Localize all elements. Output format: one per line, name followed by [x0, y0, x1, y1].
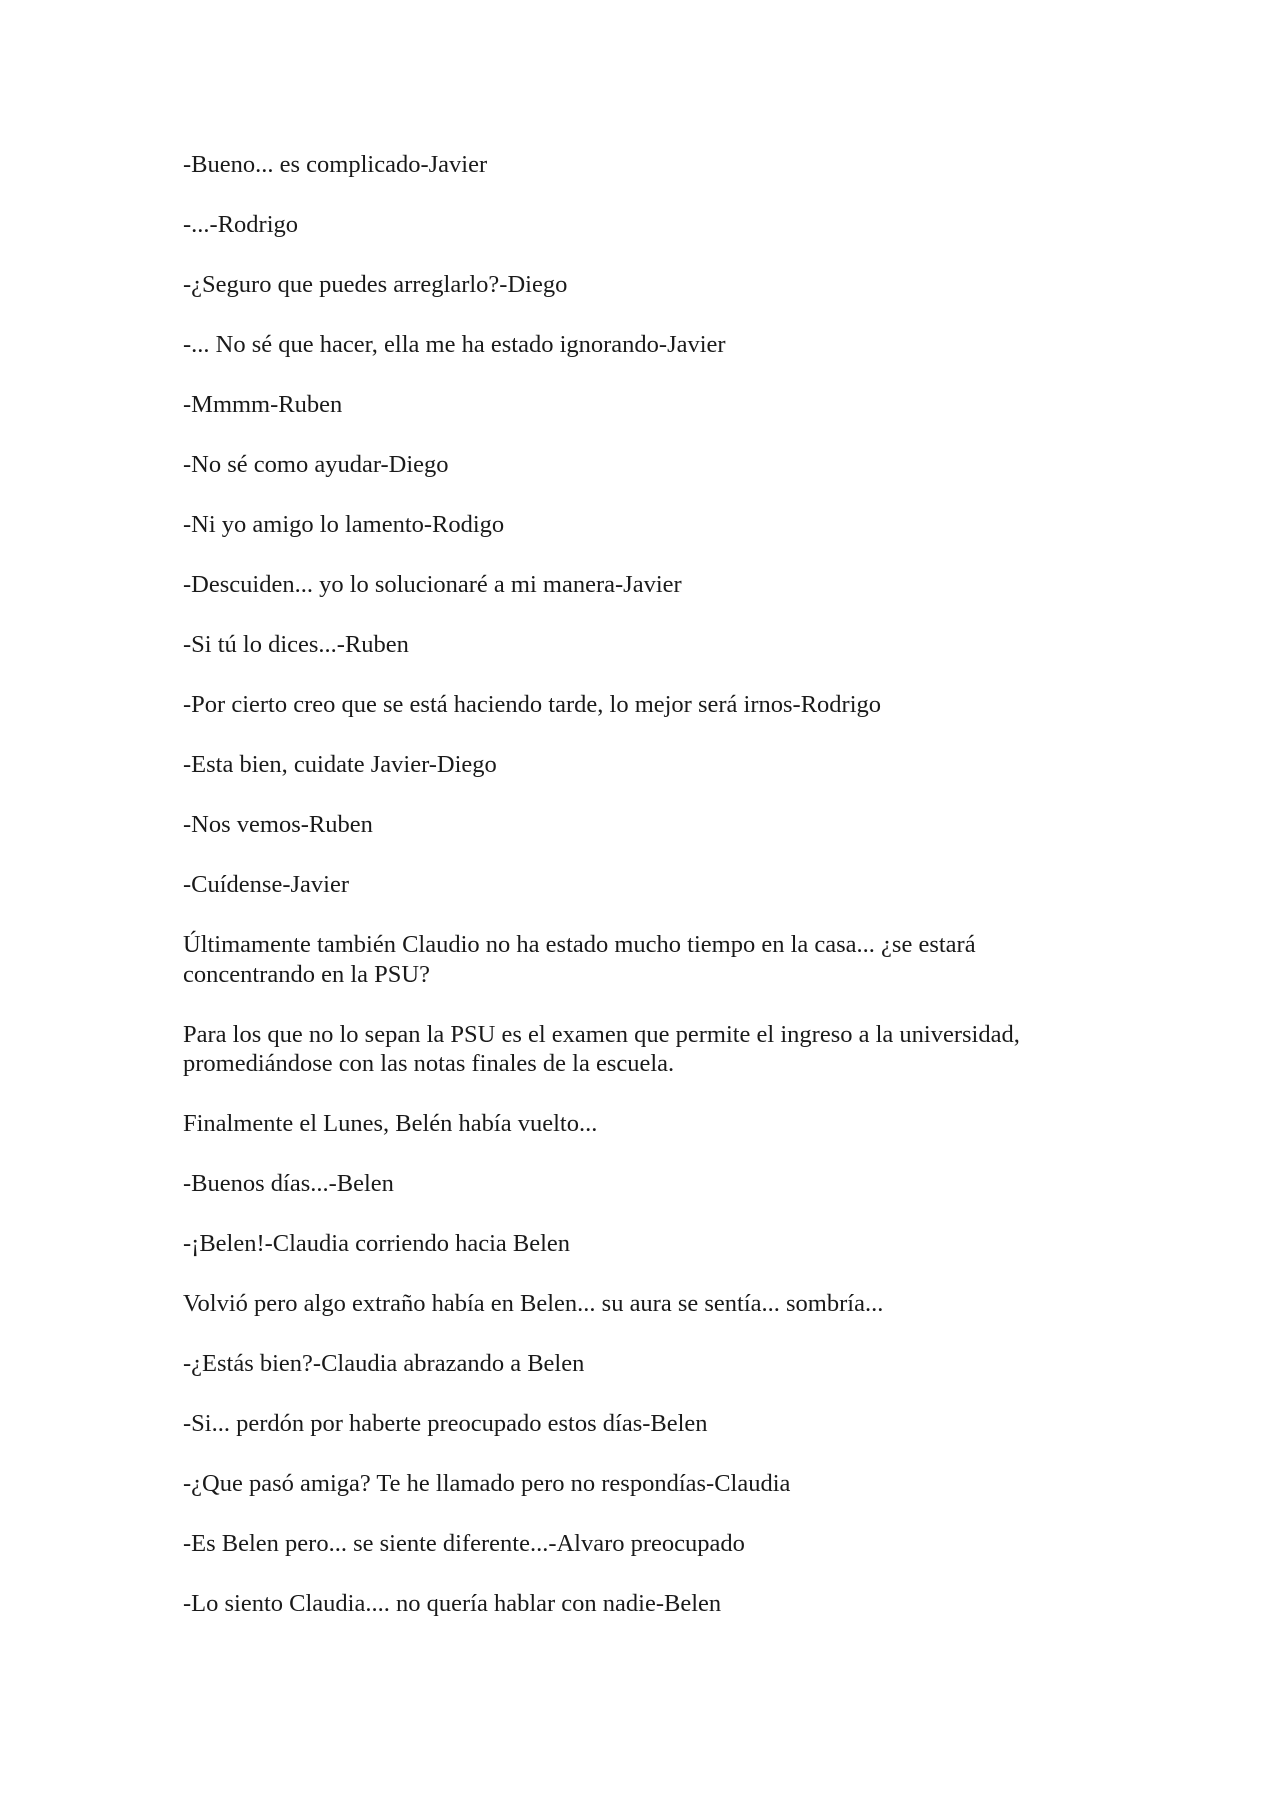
paragraph: -... No sé que hacer, ella me ha estado ignorando-Javier: [183, 331, 726, 358]
paragraph: Finalmente el Lunes, Belén había vuelto...: [183, 1110, 598, 1137]
paragraph: -¿Estás bien?-Claudia abrazando a Belen: [183, 1350, 585, 1377]
paragraph: Para los que no lo sepan la PSU es el examen que permite el ingreso a la universidad, promediándose con las notas finales de la escuela.: [183, 1020, 1020, 1077]
paragraph: -Si... perdón por haberte preocupado estos días-Belen: [183, 1410, 708, 1437]
paragraph: -Buenos días...-Belen: [183, 1170, 394, 1197]
paragraph: -Si tú lo dices...-Ruben: [183, 631, 409, 658]
document-body: [183, 150, 1083, 1649]
paragraph: -Bueno... es complicado-Javier: [183, 151, 488, 178]
paragraph: -Es Belen pero... se siente diferente...-Alvaro preocupado: [183, 1530, 745, 1557]
paragraph: -Lo siento Claudia.... no quería hablar con nadie-Belen: [183, 1590, 722, 1617]
paragraph: -Cuídense-Javier: [183, 871, 349, 898]
paragraph: -¿Que pasó amiga? Te he llamado pero no respondías-Claudia: [183, 1470, 791, 1497]
paragraph: -Ni yo amigo lo lamento-Rodigo: [183, 511, 505, 538]
paragraph: -...-Rodrigo: [183, 211, 298, 238]
paragraph: -Nos vemos-Ruben: [183, 811, 373, 838]
paragraph: Volvió pero algo extraño había en Belen... su aura se sentía... sombría...: [183, 1290, 884, 1317]
paragraph: -Por cierto creo que se está haciendo tarde, lo mejor será irnos-Rodrigo: [183, 691, 881, 718]
paragraph: Últimamente también Claudio no ha estado mucho tiempo en la casa... ¿se estará concentrando en la PSU?: [183, 931, 976, 988]
paragraph: -No sé como ayudar-Diego: [183, 451, 449, 478]
paragraph: -Esta bien, cuidate Javier-Diego: [183, 751, 497, 778]
paragraph: -Descuiden... yo lo solucionaré a mi manera-Javier: [183, 571, 682, 598]
paragraph: -¿Seguro que puedes arreglarlo?-Diego: [183, 271, 568, 298]
paragraph: -¡Belen!-Claudia corriendo hacia Belen: [183, 1230, 571, 1257]
paragraph: -Mmmm-Ruben: [183, 391, 343, 418]
